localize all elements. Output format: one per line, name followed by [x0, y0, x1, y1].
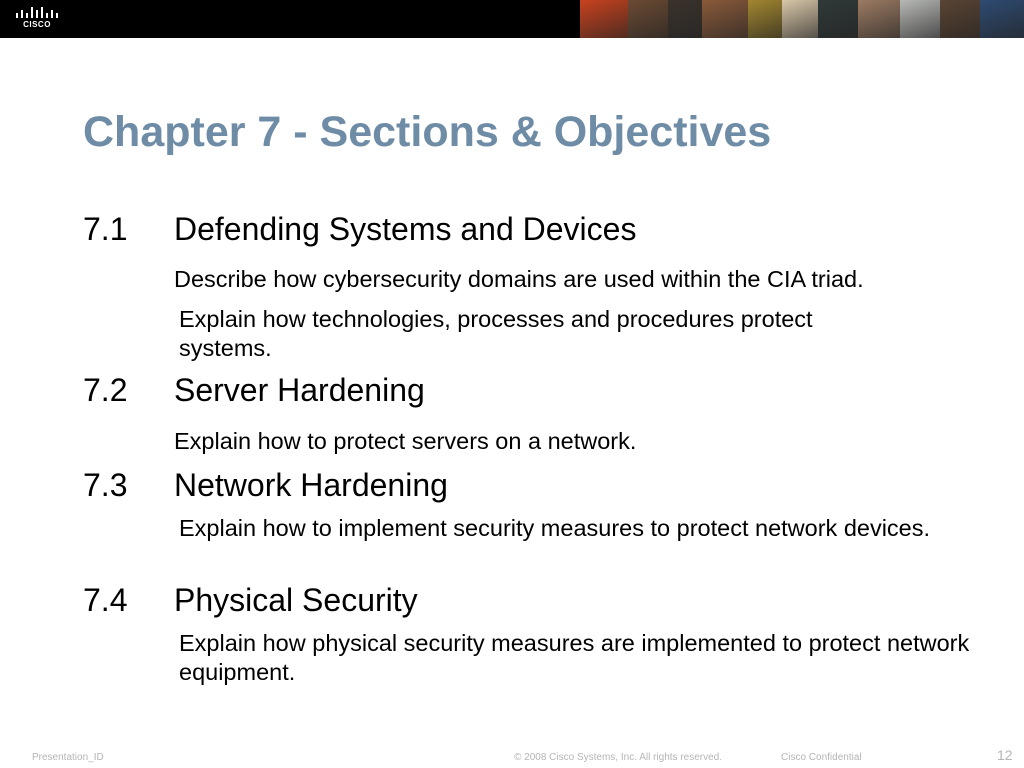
section-title: Server Hardening	[174, 372, 425, 408]
photo-man-dark	[668, 0, 702, 38]
section-number: 7.1	[83, 211, 128, 247]
section-number: 7.2	[83, 372, 128, 408]
section-title: Physical Security	[174, 582, 418, 618]
photo-man-smiling	[702, 0, 748, 38]
section-number: 7.3	[83, 467, 128, 503]
photo-abstract	[580, 0, 628, 38]
cisco-wordmark: CISCO	[23, 20, 51, 29]
photo-girl	[858, 0, 900, 38]
photo-strip	[580, 0, 1024, 38]
slide-title: Chapter 7 - Sections & Objectives	[83, 108, 772, 156]
photo-headscarf	[782, 0, 818, 38]
header-bar	[0, 0, 1024, 38]
objective-text: Explain how to implement security measures to protect network devices.	[179, 515, 931, 541]
cisco-bars-icon	[14, 6, 60, 18]
objective-text: Explain how to protect servers on a network.	[174, 428, 637, 454]
photo-chalkboard	[818, 0, 858, 38]
confidential-label: Cisco Confidential	[781, 752, 862, 763]
photo-woman	[628, 0, 668, 38]
objective-text: Explain how physical security measures are implemented to protect network equipment.	[179, 630, 970, 685]
section-title: Network Hardening	[174, 467, 448, 503]
cisco-logo	[14, 6, 60, 32]
photo-cap	[980, 0, 1024, 38]
photo-classroom	[900, 0, 940, 38]
presentation-id: Presentation_ID	[32, 752, 104, 763]
section-number: 7.4	[83, 582, 128, 618]
objective-text: Explain how technologies, processes and procedures protect systems.	[179, 306, 813, 361]
copyright-notice: © 2008 Cisco Systems, Inc. All rights reserved.	[514, 752, 723, 763]
photo-boy	[940, 0, 980, 38]
objective-text: Describe how cybersecurity domains are used within the CIA triad.	[174, 266, 864, 292]
page-number: 12	[997, 747, 1013, 763]
section-title: Defending Systems and Devices	[174, 211, 637, 247]
photo-gold	[748, 0, 782, 38]
